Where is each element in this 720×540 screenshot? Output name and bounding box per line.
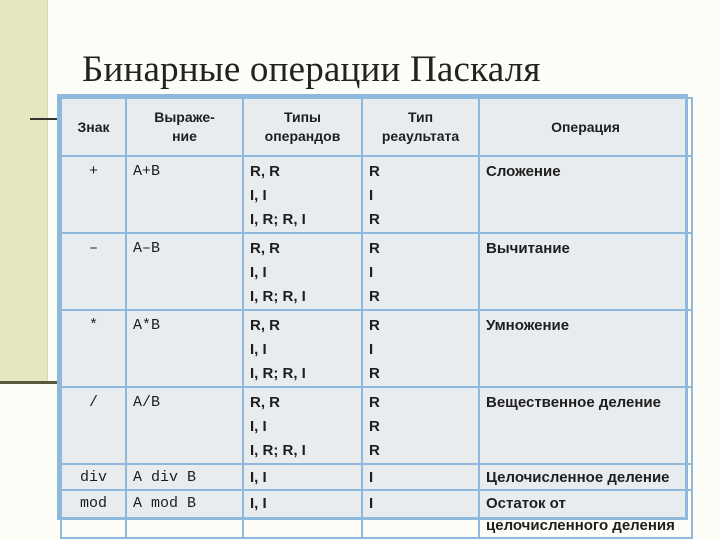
cell-result-type: R I R — [362, 310, 479, 387]
cell-operand-types: I, I — [243, 490, 362, 538]
cell-expression: A/B — [126, 387, 243, 464]
cell-operation: Вещественное деление — [479, 387, 692, 464]
header-sign: Знак — [61, 98, 126, 156]
table-row — [61, 387, 692, 464]
slide-title: Бинарные операции Паскаля — [82, 49, 541, 90]
table-row — [61, 490, 692, 538]
table-row — [61, 310, 692, 387]
header-operation: Операция — [479, 98, 692, 156]
decorative-rule — [0, 381, 60, 384]
cell-sign: * — [61, 310, 126, 387]
table-row — [61, 464, 692, 490]
cell-expression: A mod B — [126, 490, 243, 538]
table-row — [61, 233, 692, 310]
header-operand-types: Типы операндов — [243, 98, 362, 156]
operations-table — [60, 97, 693, 539]
cell-sign: + — [61, 156, 126, 233]
cell-operation: Вычитание — [479, 233, 692, 310]
cell-result-type: I — [362, 464, 479, 490]
table-header-row — [61, 98, 692, 156]
cell-operation: Остаток от целочисленного деления — [479, 490, 692, 538]
cell-sign: mod — [61, 490, 126, 538]
cell-sign: – — [61, 233, 126, 310]
cell-operand-types: R, R I, I I, R; R, I — [243, 156, 362, 233]
cell-result-type: R R R — [362, 387, 479, 464]
cell-expression: A+B — [126, 156, 243, 233]
cell-operation: Сложение — [479, 156, 692, 233]
cell-expression: A div B — [126, 464, 243, 490]
header-expression: Выраже- ние — [126, 98, 243, 156]
cell-result-type: R I R — [362, 233, 479, 310]
cell-sign: div — [61, 464, 126, 490]
cell-operand-types: R, R I, I I, R; R, I — [243, 233, 362, 310]
cell-expression: A*B — [126, 310, 243, 387]
cell-operand-types: R, R I, I I, R; R, I — [243, 387, 362, 464]
cell-operation: Целочисленное деление — [479, 464, 692, 490]
cell-result-type: R I R — [362, 156, 479, 233]
cell-sign: / — [61, 387, 126, 464]
cell-operand-types: R, R I, I I, R; R, I — [243, 310, 362, 387]
cell-operand-types: I, I — [243, 464, 362, 490]
header-result-type: Тип реаультата — [362, 98, 479, 156]
table-row — [61, 156, 692, 233]
cell-expression: A–B — [126, 233, 243, 310]
operations-table-container — [57, 94, 688, 534]
title-bullet-dash — [30, 118, 58, 120]
cell-result-type: I — [362, 490, 479, 538]
decorative-side-bar — [0, 0, 48, 383]
cell-operation: Умножение — [479, 310, 692, 387]
